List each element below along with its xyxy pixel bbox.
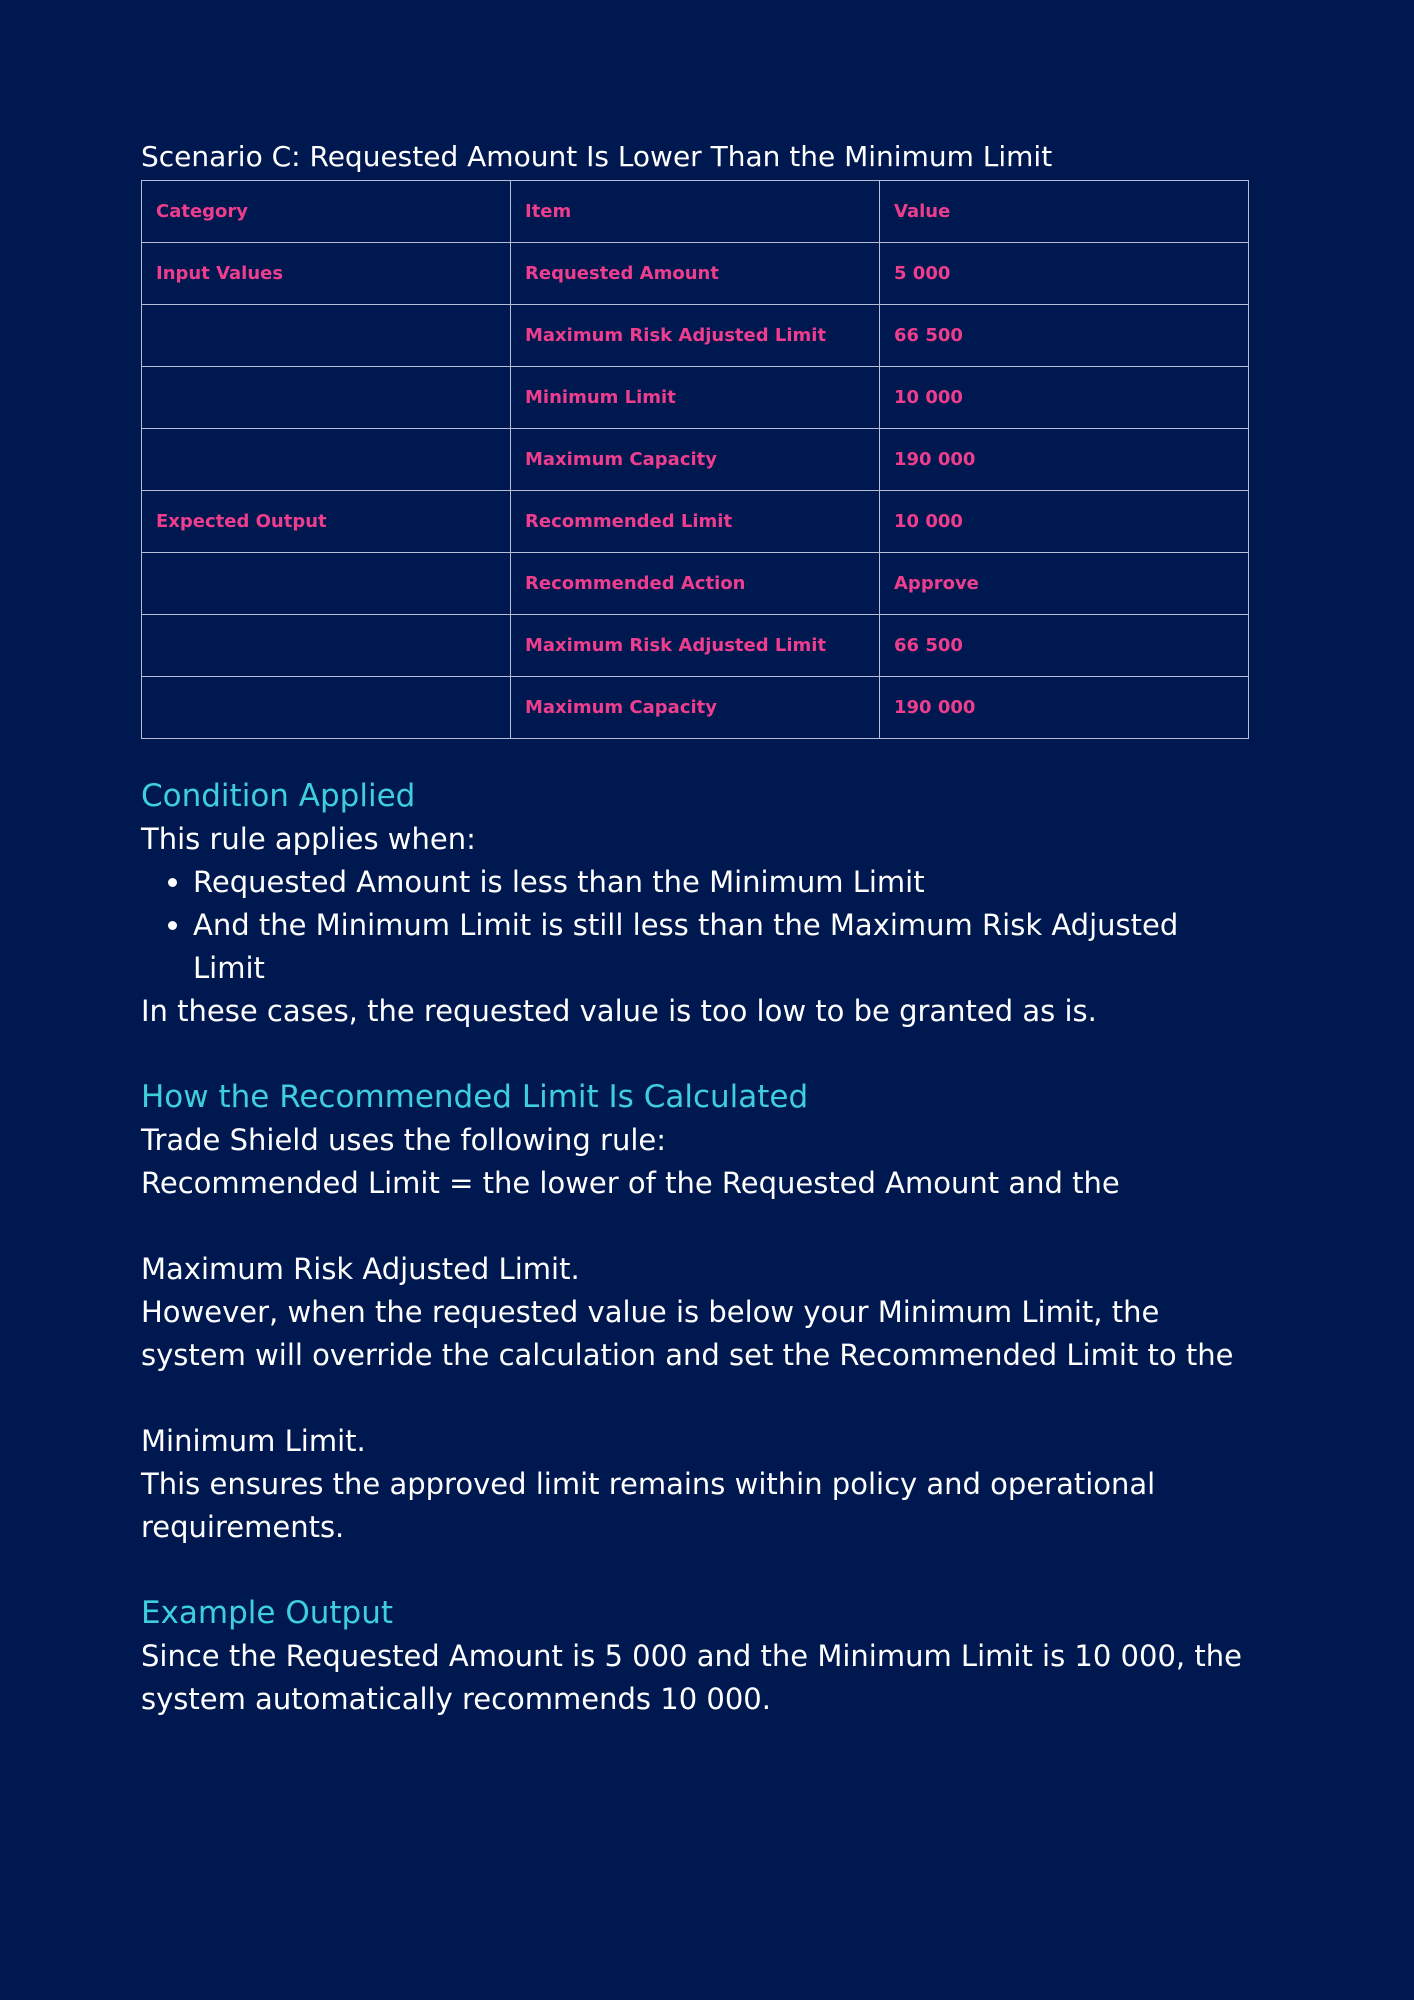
table-header-row — [142, 181, 1249, 243]
item-cell: Recommended Limit — [511, 491, 880, 553]
condition-intro: This rule applies when: — [141, 822, 476, 856]
spacer — [141, 1033, 1251, 1076]
header-cell-item: Item — [511, 181, 880, 243]
item-cell: Maximum Capacity — [511, 677, 880, 739]
table-row — [142, 367, 1249, 429]
table-row — [142, 305, 1249, 367]
calculation-line: Recommended Limit = the lower of the Requested Amount and the — [141, 1166, 1120, 1200]
value-cell: 10 000 — [880, 491, 1249, 553]
category-cell: Expected Output — [142, 491, 511, 553]
table-row — [142, 677, 1249, 739]
spacer — [141, 1377, 1251, 1420]
calculation-line: Maximum Risk Adjusted Limit. — [141, 1252, 580, 1286]
calculation-section — [141, 1076, 1251, 1549]
item-cell: Maximum Risk Adjusted Limit — [511, 615, 880, 677]
table-row — [142, 553, 1249, 615]
example-heading: Example Output — [141, 1595, 394, 1631]
item-cell: Maximum Capacity — [511, 429, 880, 491]
condition-section — [141, 775, 1251, 1033]
condition-list — [141, 861, 1251, 990]
item-cell: Requested Amount — [511, 243, 880, 305]
example-text: Since the Requested Amount is 5 000 and the Minimum Limit is 10 000, the system automatically recommends 10 000. — [141, 1639, 1242, 1716]
value-cell: 10 000 — [880, 367, 1249, 429]
header-cell-value: Value — [880, 181, 1249, 243]
value-cell: 190 000 — [880, 677, 1249, 739]
category-cell: Input Values — [142, 243, 511, 305]
calculation-heading: How the Recommended Limit Is Calculated — [141, 1079, 809, 1115]
calculation-line: However, when the requested value is below your Minimum Limit, the system will override the calculation and set the Recommended Limit to the — [141, 1295, 1234, 1372]
header-cell-category: Category — [142, 181, 511, 243]
category-cell — [142, 553, 511, 615]
category-cell — [142, 677, 511, 739]
category-cell — [142, 615, 511, 677]
calculation-line: Minimum Limit. — [141, 1424, 366, 1458]
value-cell: Approve — [880, 553, 1249, 615]
list-item: • And the Minimum Limit is still less than the Maximum Risk Adjusted Limit — [193, 904, 1251, 990]
example-section — [141, 1592, 1251, 1721]
spacer — [141, 1205, 1251, 1248]
list-item: • Requested Amount is less than the Minimum Limit — [193, 861, 1251, 904]
table-title: Scenario C: Requested Amount Is Lower Than the Minimum Limit — [141, 140, 1053, 173]
table-row — [142, 615, 1249, 677]
condition-heading: Condition Applied — [141, 778, 416, 814]
category-cell — [142, 305, 511, 367]
value-cell: 190 000 — [880, 429, 1249, 491]
item-cell: Recommended Action — [511, 553, 880, 615]
item-cell: Maximum Risk Adjusted Limit — [511, 305, 880, 367]
table-row — [142, 243, 1249, 305]
category-cell — [142, 367, 511, 429]
table-row — [142, 491, 1249, 553]
category-cell — [142, 429, 511, 491]
calculation-line: Trade Shield uses the following rule: — [141, 1123, 667, 1157]
table-row — [142, 429, 1249, 491]
scenario-table — [141, 180, 1249, 739]
value-cell: 66 500 — [880, 305, 1249, 367]
value-cell: 66 500 — [880, 615, 1249, 677]
value-cell: 5 000 — [880, 243, 1249, 305]
calculation-line: This ensures the approved limit remains within policy and operational requirements. — [141, 1467, 1156, 1544]
condition-conclusion: In these cases, the requested value is too low to be granted as is. — [141, 994, 1097, 1028]
item-cell: Minimum Limit — [511, 367, 880, 429]
document-content — [141, 134, 1251, 1721]
spacer — [141, 1549, 1251, 1592]
